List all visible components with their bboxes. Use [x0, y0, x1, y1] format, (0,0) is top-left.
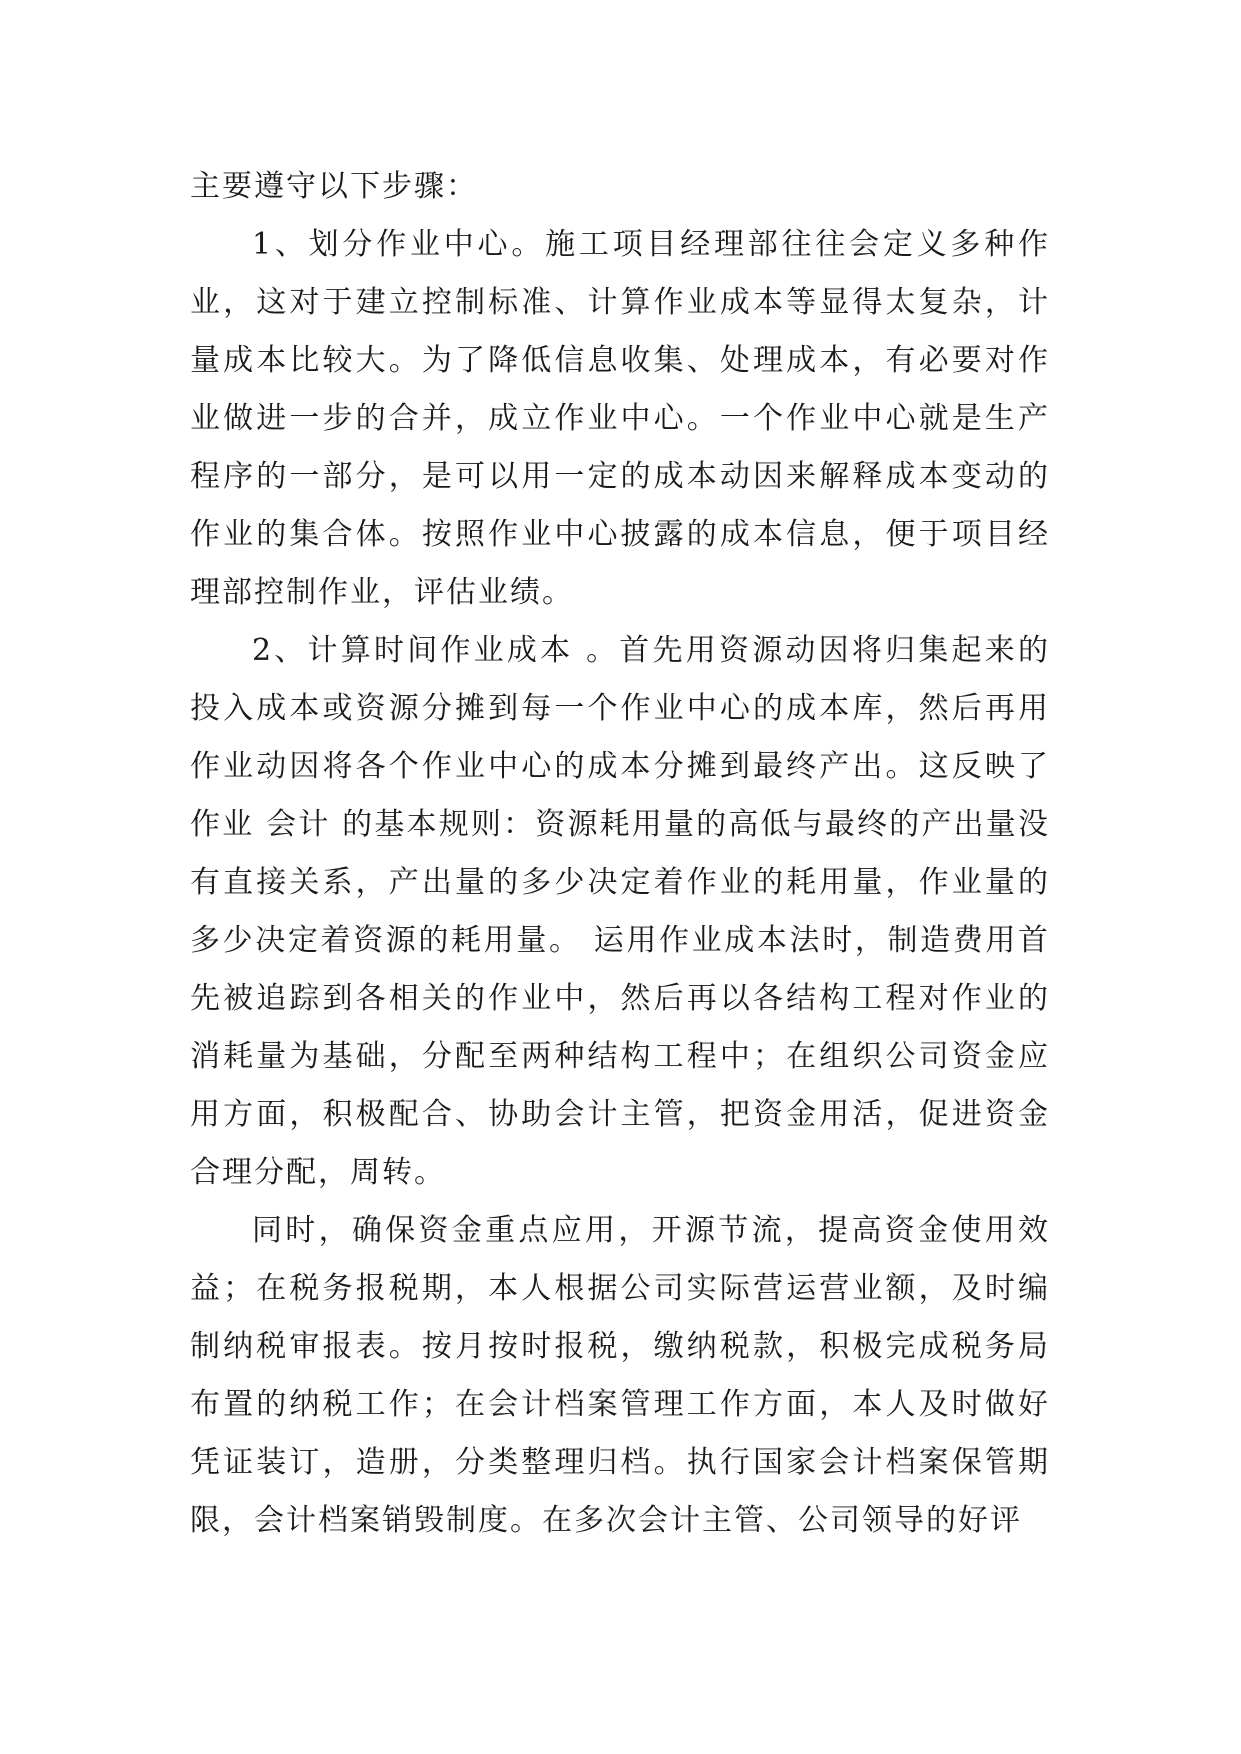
paragraph-tax-archive: 同时，确保资金重点应用，开源节流，提高资金使用效益；在税务报税期，本人根据公司实际营运营业额，及时编制纳税审报表。按月按时报税，缴纳税款，积极完成税务局布置的纳税工作；在会计档案管理工作方面，本人及时做好凭证装订，造册，分类整理归档。执行国家会计档案保管期限，会计档案销毁制度。在多次会计主管、公司领导的好评: [190, 1213, 1050, 1538]
document-body: [190, 158, 1050, 1550]
paragraph-step-1: 1、划分作业中心。施工项目经理部往往会定义多种作业，这对于建立控制标准、计算作业成本等显得太复杂，计量成本比较大。为了降低信息收集、处理成本，有必要对作业做进一步的合并，成立作业中心。一个作业中心就是生产程序的一部分，是可以用一定的成本动因来解释成本变动的作业的集合体。按照作业中心披露的成本信息，便于项目经理部控制作业，评估业绩。: [190, 227, 1050, 610]
paragraph-step-2: 2、计算时间作业成本 。首先用资源动因将归集起来的投入成本或资源分摊到每一个作业中心的成本库，然后再用作业动因将各个作业中心的成本分摊到最终产出。这反映了作业 会计 的基本规则：资源耗用量的高低与最终的产出量没有直接关系，产出量的多少决定着作业的耗用量，作业量的多少决定着资源的耗用量。 运用作业成本法时，制造费用首先被追踪到各相关的作业中，然后再以各结构工程对作业的消耗量为基础，分配至两种结构工程中；在组织公司资金应用方面，积极配合、协助会计主管，把资金用活，促进资金合理分配，周转。: [190, 633, 1050, 1190]
paragraph-intro: 主要遵守以下步骤：: [190, 169, 478, 204]
